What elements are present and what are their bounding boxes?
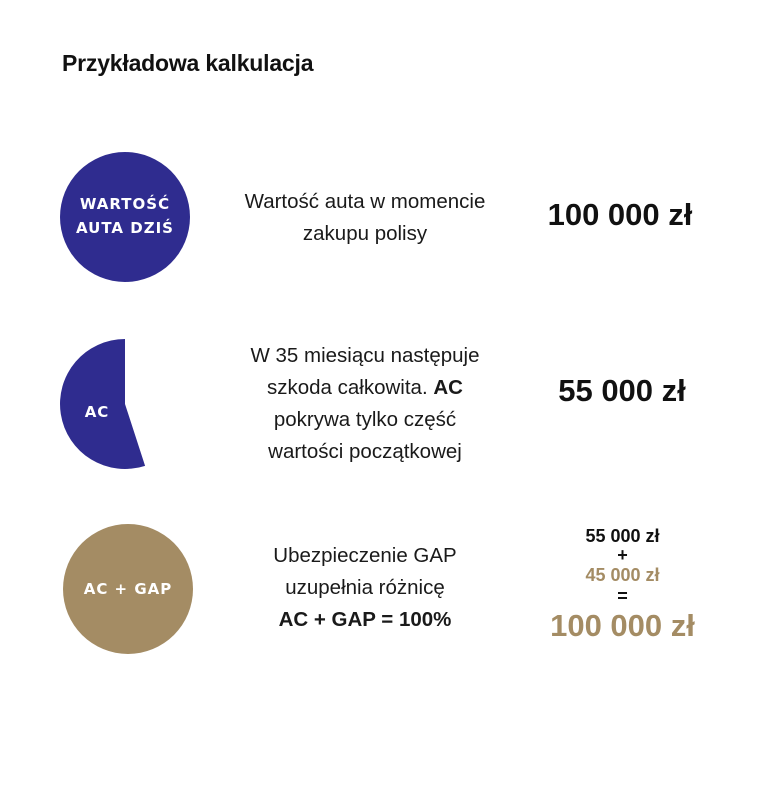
row-description: [215, 186, 515, 250]
desc-line: uzupełnia różnicę: [285, 576, 445, 599]
sum-total: 100 000 zł: [550, 608, 695, 643]
desc-line: wartości początkowej: [268, 440, 462, 463]
sum-plus: +: [617, 545, 628, 565]
row-description: [215, 340, 515, 468]
page-title: Przykładowa kalkulacja: [62, 50, 314, 76]
sum-part-gap: 45 000 zł: [585, 565, 660, 585]
sum-part-ac: 55 000 zł: [585, 526, 660, 546]
sum-equals: =: [617, 586, 628, 606]
desc-line: Wartość auta w momencie: [244, 190, 486, 213]
desc-line: Ubezpieczenie GAP: [273, 544, 457, 567]
ac-partial-badge: [60, 339, 190, 469]
badge-line: AC + GAP: [83, 580, 173, 598]
desc-line: pokrywa tylko część: [273, 408, 457, 431]
badge-line: AUTA DZIŚ: [76, 219, 174, 237]
ac-gap-badge: [63, 524, 193, 654]
car-value-amount: 100 000 zł: [547, 197, 693, 232]
desc-line-bold: AC: [433, 376, 463, 399]
desc-line: zakupu polisy: [302, 222, 428, 245]
row-description: [215, 540, 515, 636]
car-value-badge: [60, 152, 190, 282]
desc-line: W 35 miesiącu następuje: [250, 344, 480, 367]
badge-line: AC: [84, 403, 110, 421]
desc-line-bold: AC + GAP = 100%: [278, 608, 452, 631]
badge-line: WARTOŚĆ: [79, 195, 171, 213]
gap-sum: [520, 524, 725, 648]
desc-line: szkoda całkowita.: [267, 376, 428, 399]
ac-amount: 55 000 zł: [558, 373, 686, 408]
